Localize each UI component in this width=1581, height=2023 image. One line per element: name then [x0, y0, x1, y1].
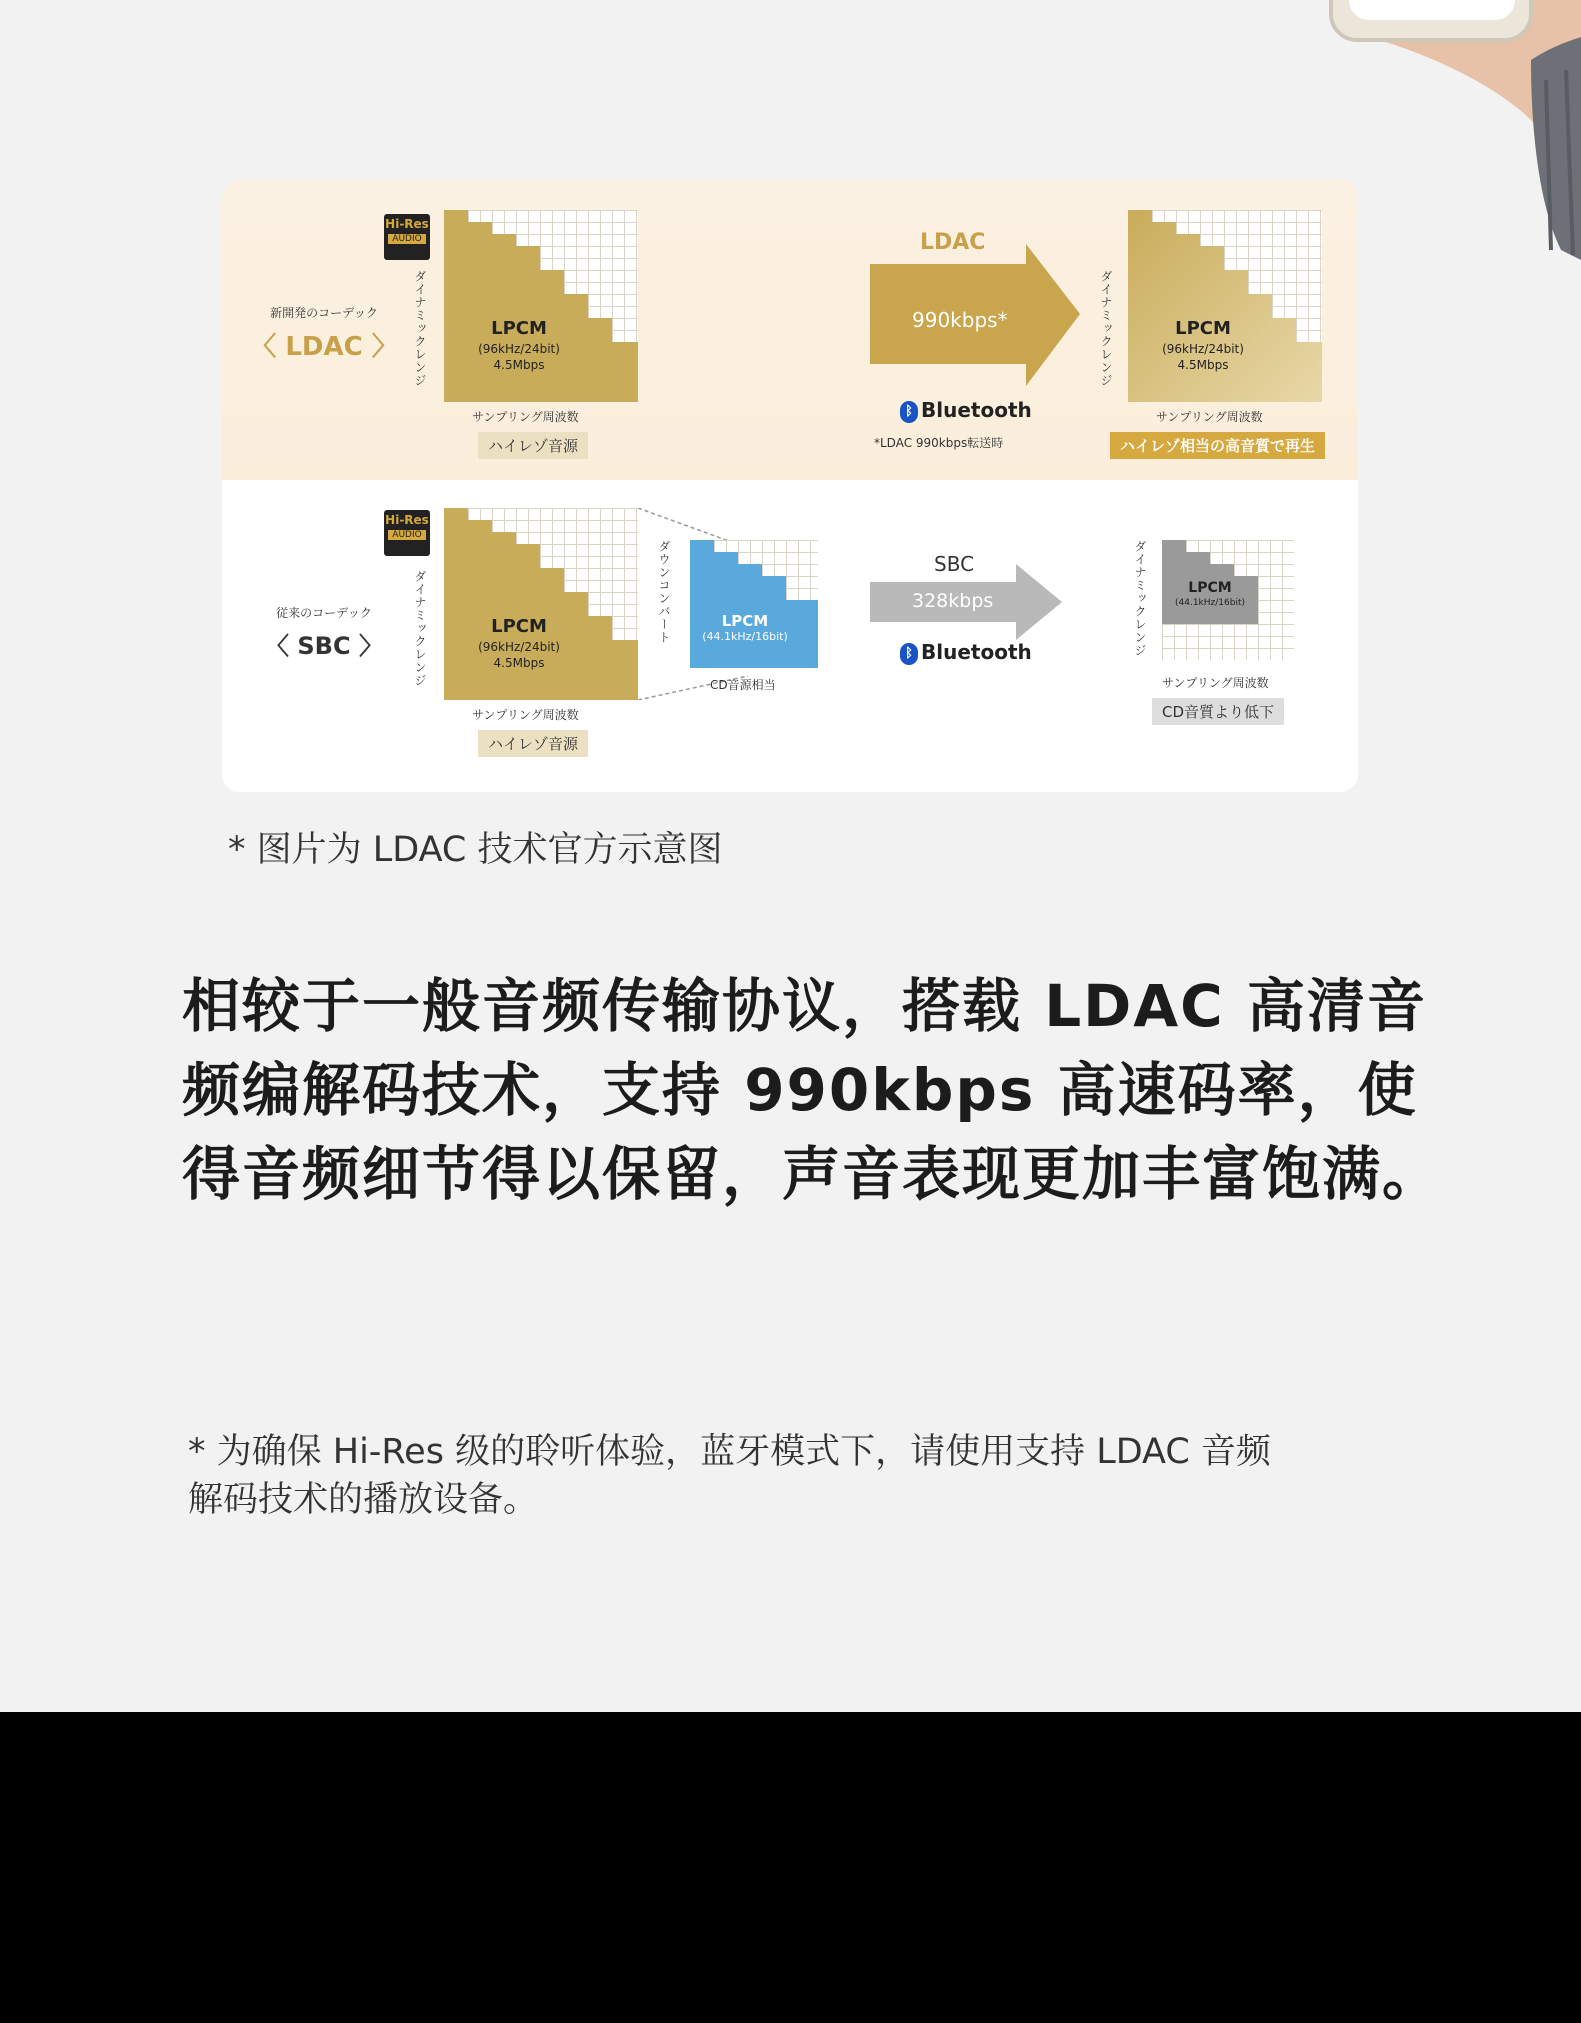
hires-spectrum-shape [444, 508, 638, 700]
bluetooth-logo: ᛒ Bluetooth [900, 640, 1032, 665]
cd-lpcm-spec: (44.1kHz/16bit) [702, 630, 788, 643]
axis-label-sampling: サンプリング周波数 [1162, 676, 1269, 690]
main-description-line: 相较于一般音频传输协议，搭载 LDAC 高清音 [182, 972, 1427, 1040]
ldac-footnote: *LDAC 990kbps転送時 [874, 436, 1004, 450]
downconvert-label: ダウンコンバート [657, 540, 671, 644]
cd-spectrum-grid [690, 540, 818, 668]
footnote-line: * 为确保 Hi-Res 级的聆听体验，蓝牙模式下，请使用支持 LDAC 音频 [188, 1432, 1271, 1472]
arrow-title: SBC [934, 552, 975, 576]
lpcm-spec: (96kHz/24bit) [478, 342, 560, 356]
lpcm-spec: (96kHz/24bit) [478, 640, 560, 654]
result-spectrum-grid [1128, 210, 1322, 402]
lpcm-label: LPCM [491, 318, 547, 339]
result-cd-grid [1162, 540, 1294, 660]
axis-label-dynamic-range: ダイナミックレンジ [1133, 540, 1147, 657]
diagram-caption: * 图片为 LDAC 技术官方示意图 [228, 830, 723, 870]
cd-spectrum-shape [690, 540, 818, 668]
main-description-line: 得音频细节得以保留，声音表现更加丰富饱满。 [182, 1140, 1443, 1208]
bluetooth-logo: ᛒ Bluetooth [900, 398, 1032, 423]
axis-label-dynamic-range: ダイナミックレンジ [413, 570, 427, 687]
footnote-line: 解码技术的播放设备。 [188, 1480, 539, 1520]
axis-label-sampling: サンプリング周波数 [472, 410, 579, 424]
cd-label: CD音源相当 [710, 678, 776, 692]
arrow-rate: 990kbps* [912, 308, 1008, 332]
spectrum-grid [444, 508, 638, 700]
spectrum-grid [444, 210, 638, 402]
codec-name: 〈 LDAC 〉 [250, 332, 398, 362]
hires-spectrum-shape [444, 210, 638, 402]
lpcm-rate: 4.5Mbps [1177, 358, 1229, 372]
main-description [182, 964, 1442, 1216]
source-tag: ハイレゾ音源 [478, 432, 588, 459]
bottom-black-area [0, 1712, 1581, 2023]
arrow-rate: 328kbps [912, 590, 994, 612]
main-description-line: 频编解码技术，支持 990kbps 高速码率，使 [182, 1056, 1418, 1124]
lpcm-label: LPCM [491, 616, 547, 637]
hires-audio-logo: Hi-Res AUDIO [384, 214, 430, 260]
bluetooth-icon: ᛒ [900, 643, 918, 665]
lpcm-rate: 4.5Mbps [493, 358, 545, 372]
footnote [188, 1428, 1428, 1524]
ldac-diagram [222, 180, 1358, 792]
axis-label-dynamic-range: ダイナミックレンジ [1099, 270, 1113, 387]
hires-audio-logo: Hi-Res AUDIO [384, 510, 430, 556]
result-tag: ハイレゾ相当の高音質で再生 [1110, 432, 1325, 459]
source-tag: ハイレゾ音源 [478, 730, 588, 757]
arrow-title: LDAC [920, 230, 986, 255]
axis-label-dynamic-range: ダイナミックレンジ [413, 270, 427, 387]
axis-label-sampling: サンプリング周波数 [472, 708, 579, 722]
axis-label-sampling: サンプリング周波数 [1156, 410, 1263, 424]
lpcm-spec: (96kHz/24bit) [1162, 342, 1244, 356]
result-spectrum-shape [1128, 210, 1322, 402]
codec-desc: 従来のコーデック [276, 606, 372, 620]
lpcm-label: LPCM [1175, 318, 1231, 339]
bluetooth-icon: ᛒ [900, 401, 918, 423]
codec-name: 〈 SBC 〉 [265, 632, 383, 660]
result-lpcm-label: LPCM [1188, 580, 1232, 596]
result-lpcm-spec: (44.1kHz/16bit) [1175, 598, 1245, 608]
result-tag: CD音質より低下 [1152, 698, 1284, 725]
codec-desc: 新開発のコーデック [270, 306, 378, 320]
cd-lpcm-label: LPCM [721, 612, 769, 630]
lpcm-rate: 4.5Mbps [493, 656, 545, 670]
